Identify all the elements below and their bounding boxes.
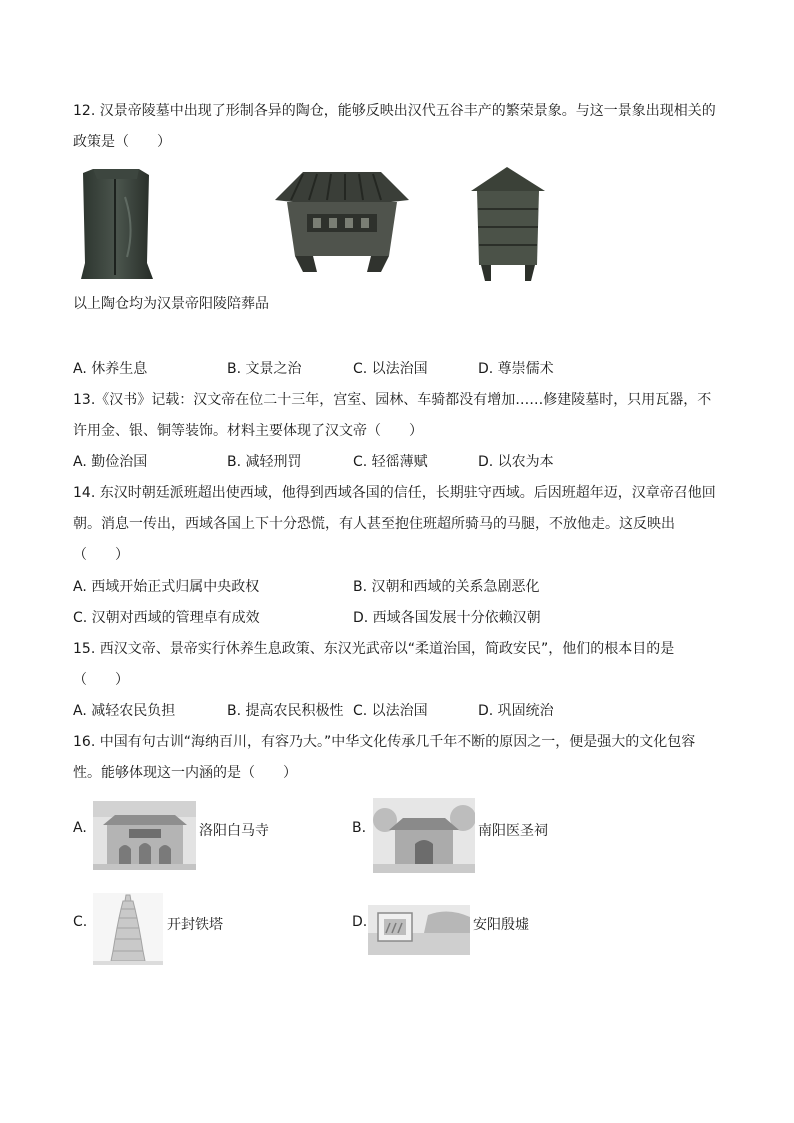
pottery-granary-tall-photo xyxy=(75,167,157,283)
q16-option-a-letter[interactable]: A. xyxy=(73,820,87,836)
q12-option-c[interactable]: C. 以法治国 xyxy=(353,361,428,377)
q14-stem-line1: 14. 东汉时朝廷派班超出使西域，他得到西域各国的信任，长期驻守西域。后因班超年迈，汉章帝召他回 xyxy=(73,485,716,501)
q13-stem-line1: 13.《汉书》记载：汉文帝在位二十三年，宫室、园林、车骑都没有增加……修建陵墓时，只用瓦器，不 xyxy=(73,392,712,408)
white-horse-temple-photo[interactable] xyxy=(93,801,196,870)
q12-image-caption: 以上陶仓均为汉景帝阳陵陪葬品 xyxy=(73,296,269,312)
q14-option-c[interactable]: C. 汉朝对西域的管理卓有成效 xyxy=(73,610,260,626)
q14-option-a[interactable]: A. 西域开始正式归属中央政权 xyxy=(73,579,260,595)
q15-option-b[interactable]: B. 提高农民积极性 xyxy=(227,703,344,719)
q13-option-d[interactable]: D. 以农为本 xyxy=(478,454,554,470)
q16-stem-line1: 16. 中国有句古训“海纳百川，有容乃大。”中华文化传承几千年不断的原因之一，便是强大的文化包容 xyxy=(73,734,696,750)
q12-option-d[interactable]: D. 尊崇儒术 xyxy=(478,361,554,377)
q15-option-d[interactable]: D. 巩固统治 xyxy=(478,703,554,719)
q16-option-c-label[interactable]: 开封铁塔 xyxy=(167,917,223,933)
q14-stem-line2: 朝。消息一传出，西域各国上下十分恐慌，有人甚至抱住班超所骑马的马腿，不放他走。这反映出 xyxy=(73,516,675,532)
q13-stem-line2: 许用金、银、铜等装饰。材料主要体现了汉文帝（ ） xyxy=(73,423,423,439)
q13-option-b[interactable]: B. 减轻刑罚 xyxy=(227,454,302,470)
q15-stem-line2: （ ） xyxy=(73,672,129,688)
q14-option-b[interactable]: B. 汉朝和西域的关系急剧恶化 xyxy=(353,579,540,595)
q16-option-b-letter[interactable]: B. xyxy=(352,820,367,836)
q16-option-b-label[interactable]: 南阳医圣祠 xyxy=(478,823,548,839)
q15-option-c[interactable]: C. 以法治国 xyxy=(353,703,428,719)
q16-option-d-label[interactable]: 安阳殷墟 xyxy=(473,917,529,933)
q14-stem-line3: （ ） xyxy=(73,547,129,563)
q16-stem-line2: 性。能够体现这一内涵的是（ ） xyxy=(73,765,297,781)
q16-option-d-letter[interactable]: D. xyxy=(352,914,368,930)
q14-option-d[interactable]: D. 西域各国发展十分依赖汉朝 xyxy=(353,610,541,626)
q13-option-a[interactable]: A. 勤俭治国 xyxy=(73,454,148,470)
pottery-granary-cylinder-photo xyxy=(467,165,549,285)
q13-option-c[interactable]: C. 轻徭薄赋 xyxy=(353,454,428,470)
medical-sage-shrine-photo[interactable] xyxy=(373,798,475,873)
q12-option-b[interactable]: B. 文景之治 xyxy=(227,361,302,377)
q12-stem-line1: 12. 汉景帝陵墓中出现了形制各异的陶仓，能够反映出汉代五谷丰产的繁荣景象。与这一景象出现相关的 xyxy=(73,103,716,119)
iron-pagoda-photo[interactable] xyxy=(93,893,163,965)
q16-option-a-label[interactable]: 洛阳白马寺 xyxy=(199,823,269,839)
q16-option-c-letter[interactable]: C. xyxy=(73,914,88,930)
pottery-granary-house-photo xyxy=(273,170,411,274)
q12-option-a[interactable]: A. 休养生息 xyxy=(73,361,148,377)
yinxu-ruins-photo[interactable] xyxy=(368,905,470,955)
q15-option-a[interactable]: A. 减轻农民负担 xyxy=(73,703,176,719)
q15-stem-line1: 15. 西汉文帝、景帝实行休养生息政策、东汉光武帝以“柔道治国，简政安民”，他们的根本目的是 xyxy=(73,641,675,657)
q12-stem-line2: 政策是（ ） xyxy=(73,134,171,150)
